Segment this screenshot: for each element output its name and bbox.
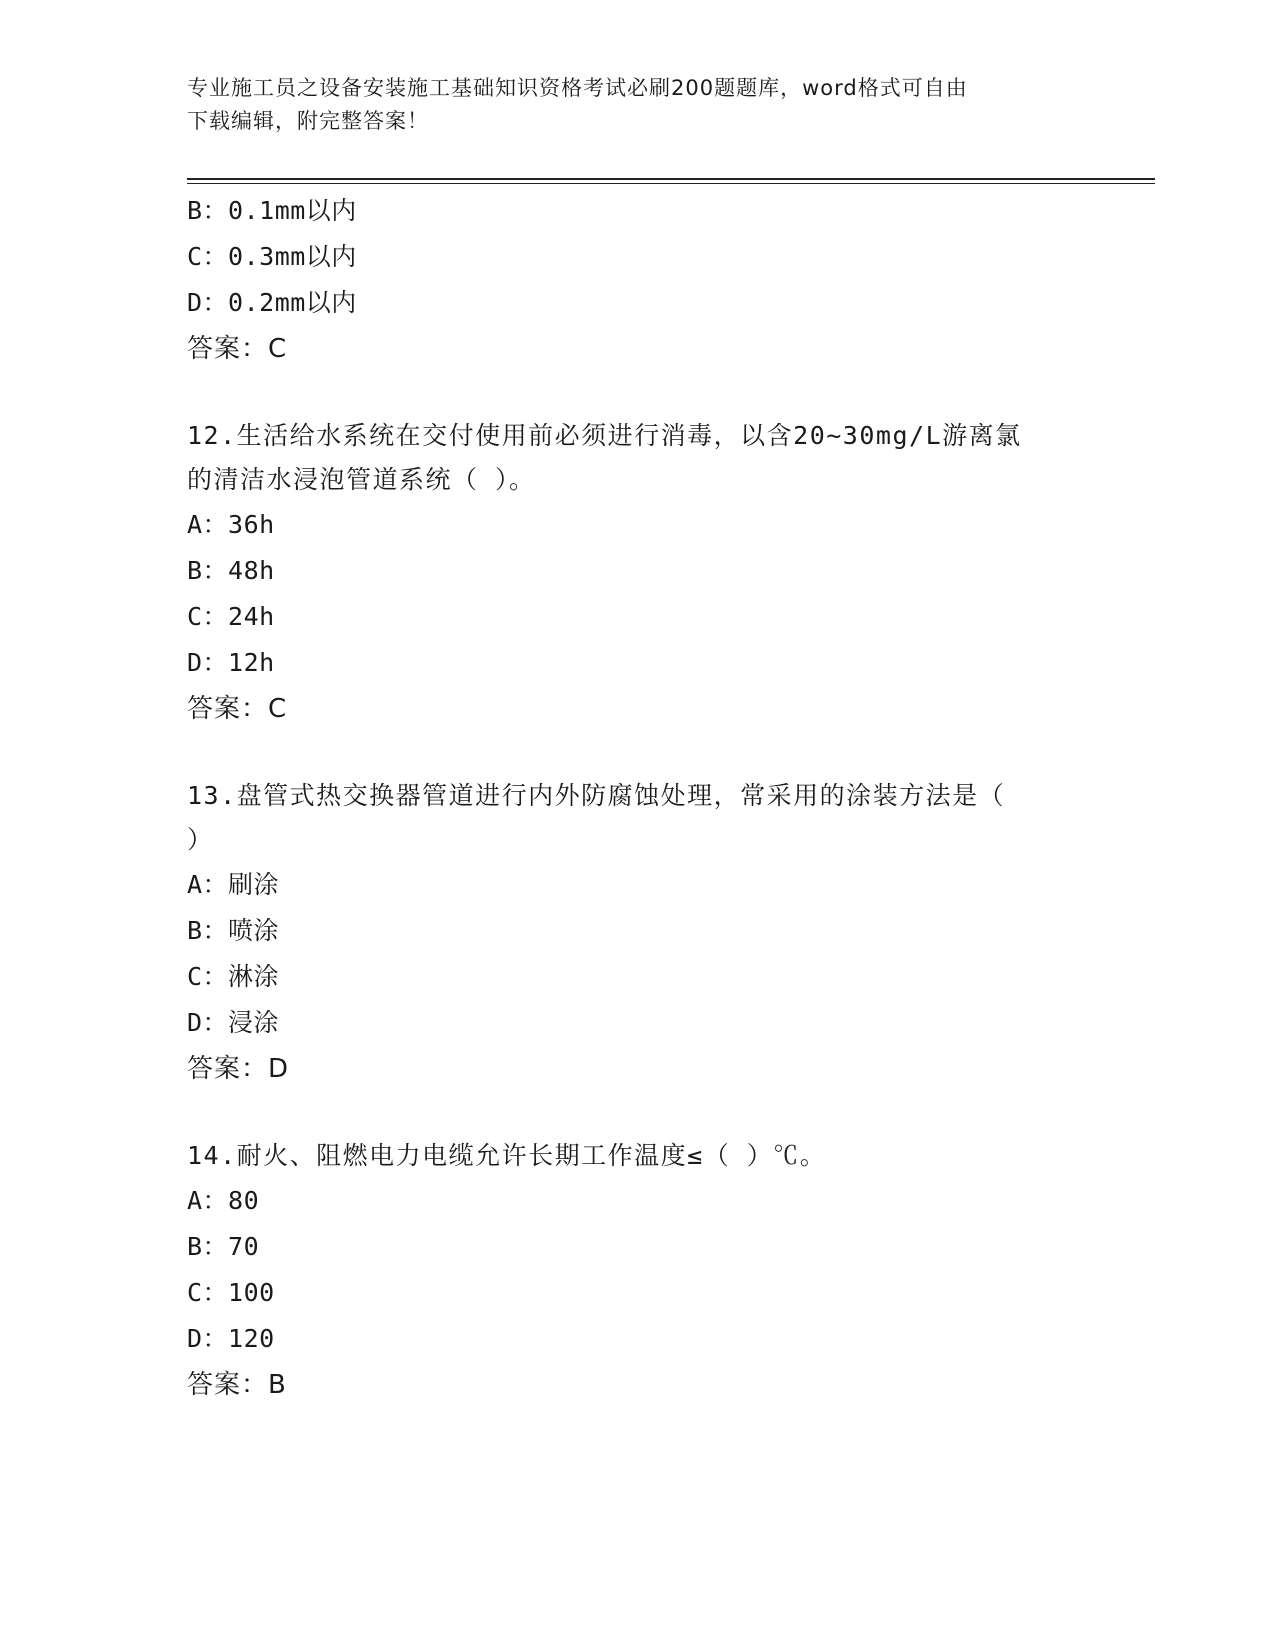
- question-text: [187, 414, 1077, 502]
- question-text: [187, 1134, 1077, 1178]
- question-text-line-2: 的清洁水浸泡管道系统（ ）。: [187, 465, 536, 494]
- option-c: C：0.3mm以内: [187, 242, 357, 271]
- header-line-2: 下载编辑，附完整答案！: [187, 109, 429, 133]
- question-14: [187, 1134, 1087, 1408]
- option-d: D：120: [187, 1324, 275, 1353]
- option-a: A：36h: [187, 510, 275, 539]
- header-line-1: 专业施工员之设备安装施工基础知识资格考试必刷200题题库，word格式可自由: [187, 76, 968, 100]
- option-b: B：70: [187, 1232, 260, 1261]
- answer-line: 答案：C: [187, 334, 288, 364]
- question-text-line-1: 14.耐火、阻燃电力电缆允许长期工作温度≤（ ）℃。: [187, 1141, 827, 1170]
- option-c: C：100: [187, 1278, 275, 1307]
- answer-line: 答案：C: [187, 694, 288, 724]
- previous-question-tail: [187, 188, 1087, 372]
- question-text: [187, 774, 1077, 862]
- question-12: [187, 414, 1087, 732]
- header-divider: [187, 178, 1155, 184]
- page-header: [187, 72, 1067, 138]
- option-b: B：48h: [187, 556, 275, 585]
- option-c: C：淋涂: [187, 962, 280, 991]
- question-text-line-2: ）: [187, 825, 214, 854]
- question-text-line-1: 13.盘管式热交换器管道进行内外防腐蚀处理，常采用的涂装方法是（: [187, 781, 1006, 810]
- option-d: D：12h: [187, 648, 275, 677]
- option-c: C：24h: [187, 602, 275, 631]
- option-b: B：喷涂: [187, 916, 280, 945]
- option-d: D：浸涂: [187, 1008, 280, 1037]
- question-13: [187, 774, 1087, 1092]
- option-b: B：0.1mm以内: [187, 196, 357, 225]
- answer-line: 答案：D: [187, 1054, 290, 1084]
- option-a: A：80: [187, 1186, 260, 1215]
- option-a: A：刷涂: [187, 870, 280, 899]
- question-text-line-1: 12.生活给水系统在交付使用前必须进行消毒，以含20~30mg/L游离氯: [187, 421, 1022, 450]
- option-d: D：0.2mm以内: [187, 288, 357, 317]
- answer-line: 答案：B: [187, 1370, 287, 1400]
- document-body: [187, 188, 1087, 1408]
